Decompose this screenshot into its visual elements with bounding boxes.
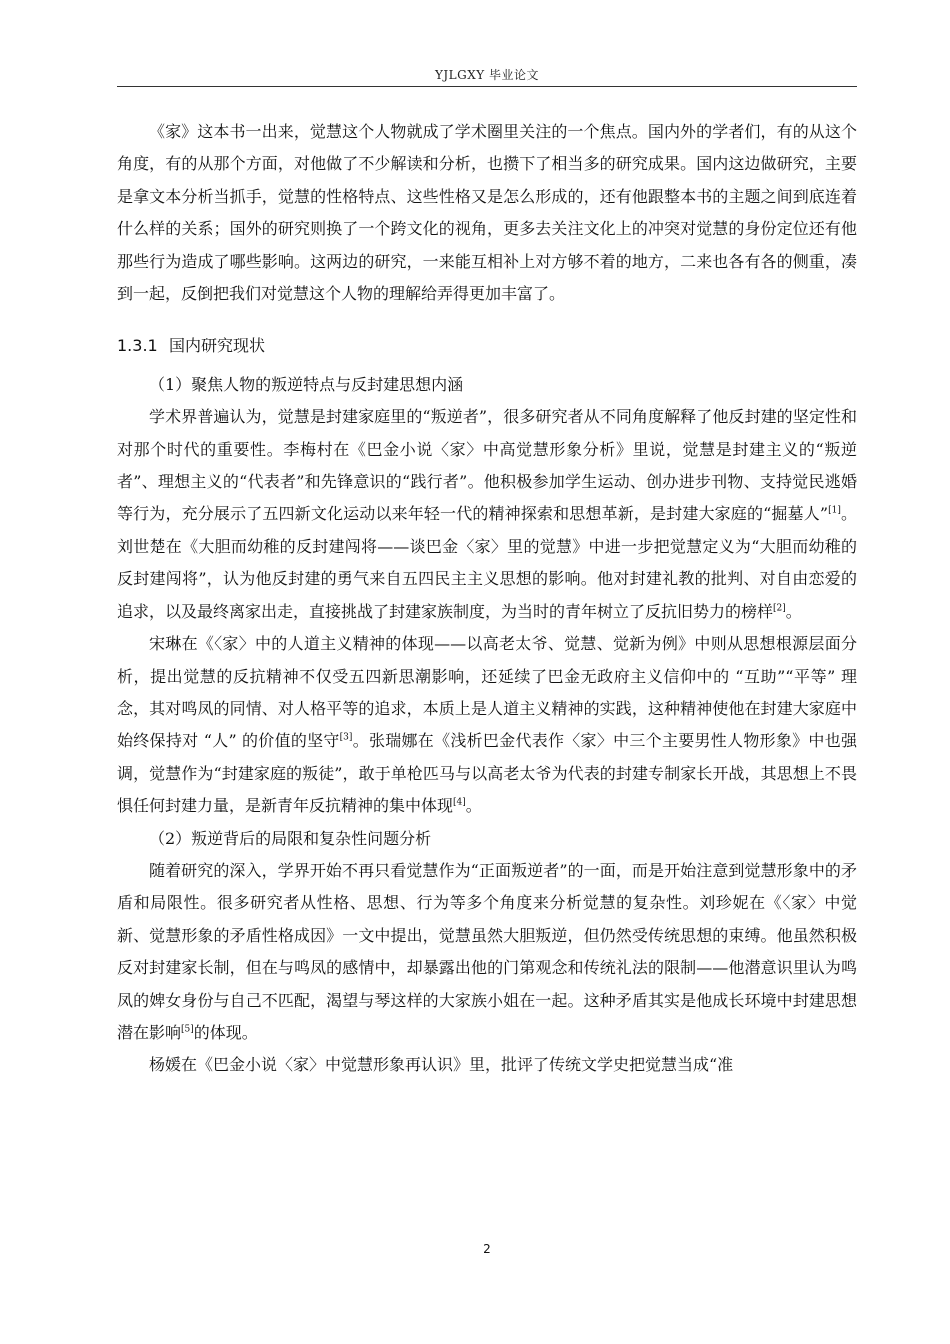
citation-5: [5] (181, 1024, 194, 1035)
paragraph-3 (117, 855, 857, 1049)
section-heading (117, 330, 857, 362)
subheading-2: （2）叛逆背后的局限和复杂性问题分析 (149, 828, 432, 848)
paragraph-3-text-a: 随着研究的深入，学界开始不再只看觉慧作为“正面叛逆者”的一面，而是开始注意到觉慧形象中的矛盾和局限性。很多研究者从性格、思想、行为等多个角度来分析觉慧的复杂性。刘珍妮在《〈家〉中觉新、觉慧形象的矛盾性格成因》一文中提出，觉慧虽然大胆叛逆，但仍然受传统思想的束缚。他虽然积极反对封建家长制，但在与鸣凤的感情中，却暴露出他的门第观念和传统礼法的限制——他潜意识里认为鸣凤的婢女身份与自己不匹配，渴望与琴这样的大家族小姐在一起。这种矛盾其实是他成长环境中封建思想潜在影响 (117, 860, 857, 1042)
intro-paragraph: 《家》这本书一出来，觉慧这个人物就成了学术圈里关注的一个焦点。国内外的学者们，有的从这个角度，有的从那个方面，对他做了不少解读和分析，也攒下了相当多的研究成果。国内这边做研究，主要是拿文本分析当抓手，觉慧的性格特点、这些性格又是怎么形成的，还有他跟整本书的主题之间到底连着什么样的关系；国外的研究则换了一个跨文化的视角，更多去关注文化上的冲突对觉慧的身份定位还有他那些行为造成了哪些影响。这两边的研究，一来能互相补上对方够不着的地方，二来也各有各的侧重，凑到一起，反倒把我们对觉慧这个人物的理解给弄得更加丰富了。 (117, 122, 857, 304)
paragraph-4: 杨媛在《巴金小说〈家〉中觉慧形象再认识》里，批评了传统文学史把觉慧当成“准 (149, 1055, 734, 1075)
subheading-1: （1）聚焦人物的叛逆特点与反封建思想内涵 (149, 374, 464, 394)
citation-4: [4] (453, 797, 466, 808)
paragraph-1-text-c: 。 (785, 601, 802, 621)
paragraph-3-text-b: 的体现。 (193, 1022, 258, 1042)
citation-1: [1] (828, 506, 841, 517)
body-text (117, 116, 857, 1082)
section-title: 国内研究现状 (169, 336, 266, 356)
paragraph-2-text-c: 。 (465, 796, 482, 816)
paragraph-gap (117, 310, 857, 320)
paragraph-1-text-b: 。刘世楚在《大胆而幼稚的反封建闯将——谈巴金〈家〉里的觉慧》中进一步把觉慧定义为“大胆而幼稚的反封建闯将”，认为他反封建的勇气来自五四民主主义思想的影响。他对封建礼教的批判、对自由恋爱的追求，以及最终离家出走，直接挑战了封建家族制度，为当时的青年树立了反抗旧势力的榜样 (117, 504, 857, 621)
running-header: YJLGXY 毕业论文 (434, 68, 540, 82)
paragraph-1 (117, 401, 857, 628)
header-divider (117, 86, 857, 87)
paragraph-2-text-a: 宋琳在《〈家〉中的人道主义精神的体现——以高老太爷、觉慧、觉新为例》中则从思想根源层面分析，提出觉慧的反抗精神不仅受五四新思潮影响，还延续了巴金无政府主义信仰中的 “互助”“平等” 理念，其对鸣凤的同情、对人格平等的追求，本质上是人道主义精神的实践，这种精神使他在封建大家庭中始终保持对 “人” 的价值的坚守 (117, 634, 857, 751)
citation-2: [2] (773, 603, 786, 614)
paragraph-2 (117, 628, 857, 822)
page-number: 2 (483, 1242, 491, 1256)
paragraph-2-text-b: 。张瑞娜在《浅析巴金代表作〈家〉中三个主要男性人物形象》中也强调，觉慧作为“封建家庭的叛徒”，敢于单枪匹马与以高老太爷为代表的封建专制家长开战，其思想上不畏惧任何封建力量，是新青年反抗精神的集中体现 (117, 731, 857, 816)
paragraph-1-text-a: 学术界普遍认为，觉慧是封建家庭里的“叛逆者”，很多研究者从不同角度解释了他反封建的坚定性和对那个时代的重要性。李梅村在《巴金小说〈家〉中高觉慧形象分析》里说，觉慧是封建主义的“叛逆者”、理想主义的“代表者”和先锋意识的“践行者”。他积极参加学生运动、创办进步刊物、支持觉民逃婚等行为，充分展示了五四新文化运动以来年轻一代的精神探索和思想革新，是封建大家庭的“掘墓人” (117, 407, 857, 524)
citation-3: [3] (339, 732, 353, 743)
section-number: 1.3.1 (117, 336, 158, 356)
